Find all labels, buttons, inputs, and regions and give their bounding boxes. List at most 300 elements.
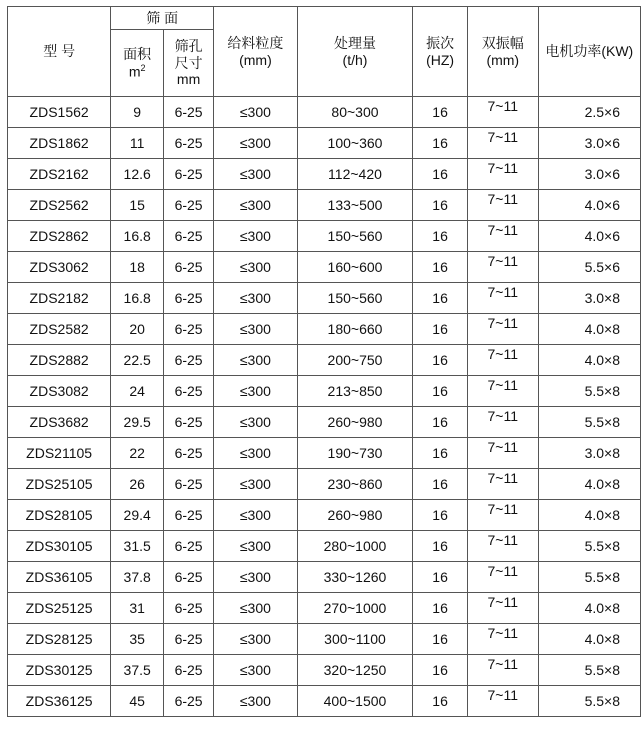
cell-feed (214, 686, 298, 717)
cell-area (111, 469, 164, 500)
table-row (8, 283, 641, 314)
cell-frequency (413, 252, 468, 283)
cell-capacity (297, 252, 412, 283)
cell-model-text: ZDS36105 (25, 568, 93, 585)
cell-hole-text: 6-25 (174, 630, 203, 647)
cell-feed (214, 252, 298, 283)
cell-frequency-text: 16 (432, 599, 448, 616)
cell-amplitude-text: 7~11 (487, 438, 519, 455)
cell-amplitude (467, 469, 538, 500)
cell-capacity (297, 624, 412, 655)
cell-hole (164, 469, 214, 500)
cell-area-text: 29.4 (123, 506, 151, 523)
cell-model (8, 500, 111, 531)
cell-frequency-text: 16 (432, 630, 448, 647)
cell-power-text: 5.5×6 (584, 258, 620, 275)
cell-capacity (297, 128, 412, 159)
cell-feed-text: ≤300 (239, 692, 271, 709)
header-area-unit: m (128, 63, 141, 80)
cell-model-text: ZDS25105 (25, 475, 93, 492)
cell-model-text: ZDS3682 (29, 413, 89, 430)
cell-feed (214, 531, 298, 562)
cell-amplitude (467, 97, 538, 128)
cell-area (111, 407, 164, 438)
cell-frequency-text: 16 (432, 413, 448, 430)
cell-hole-text: 6-25 (174, 320, 203, 337)
cell-model (8, 221, 111, 252)
cell-power (538, 97, 640, 128)
table-row (8, 314, 641, 345)
cell-frequency (413, 128, 468, 159)
cell-power-text: 4.0×6 (584, 227, 620, 244)
cell-power (538, 407, 640, 438)
cell-hole (164, 252, 214, 283)
cell-capacity (297, 97, 412, 128)
cell-model-text: ZDS3062 (29, 258, 89, 275)
cell-area-text: 12.6 (123, 165, 151, 182)
cell-area (111, 438, 164, 469)
cell-amplitude (467, 221, 538, 252)
cell-feed-text: ≤300 (239, 289, 271, 306)
cell-power-text: 5.5×8 (584, 661, 620, 678)
cell-model-text: ZDS1862 (29, 134, 89, 151)
cell-amplitude (467, 624, 538, 655)
cell-amplitude (467, 438, 538, 469)
cell-area (111, 221, 164, 252)
cell-hole-text: 6-25 (174, 351, 203, 368)
cell-hole-text: 6-25 (174, 103, 203, 120)
cell-frequency-text: 16 (432, 475, 448, 492)
cell-power (538, 376, 640, 407)
cell-model-text: ZDS21105 (26, 444, 93, 461)
cell-capacity-text: 270~1000 (323, 599, 387, 616)
cell-model-text: ZDS2862 (29, 227, 89, 244)
header-amplitude (467, 7, 538, 97)
cell-amplitude-text: 7~11 (487, 283, 519, 300)
table-row (8, 655, 641, 686)
header-model-label: 型 号 (43, 43, 76, 60)
cell-capacity-text: 80~300 (331, 103, 379, 120)
cell-model (8, 345, 111, 376)
cell-area (111, 314, 164, 345)
cell-feed-text: ≤300 (239, 165, 271, 182)
cell-frequency-text: 16 (432, 258, 448, 275)
header-hole-size-label: 尺寸 (174, 54, 203, 71)
cell-amplitude-text: 7~11 (487, 655, 519, 672)
cell-model (8, 252, 111, 283)
cell-power (538, 469, 640, 500)
cell-model-text: ZDS30105 (25, 537, 93, 554)
cell-hole (164, 345, 214, 376)
cell-area-text: 22.5 (123, 351, 151, 368)
cell-feed (214, 283, 298, 314)
cell-capacity-text: 230~860 (327, 475, 383, 492)
header-power-label: 电机功率(KW) (545, 43, 634, 59)
cell-feed-text: ≤300 (239, 196, 271, 213)
cell-model (8, 438, 111, 469)
cell-capacity (297, 283, 412, 314)
cell-amplitude (467, 159, 538, 190)
cell-area-text: 45 (129, 692, 145, 709)
cell-feed (214, 221, 298, 252)
cell-power-text: 2.5×6 (584, 103, 620, 120)
cell-capacity (297, 469, 412, 500)
cell-feed (214, 190, 298, 221)
cell-capacity (297, 562, 412, 593)
cell-amplitude-text: 7~11 (487, 686, 519, 703)
cell-hole-text: 6-25 (174, 165, 203, 182)
cell-hole (164, 283, 214, 314)
table-row (8, 624, 641, 655)
cell-area (111, 655, 164, 686)
cell-model-text: ZDS2162 (29, 165, 89, 182)
cell-hole-text: 6-25 (174, 382, 203, 399)
cell-hole-text: 6-25 (174, 289, 203, 306)
cell-capacity (297, 345, 412, 376)
cell-power (538, 128, 640, 159)
cell-frequency (413, 159, 468, 190)
cell-capacity (297, 190, 412, 221)
cell-frequency-text: 16 (432, 661, 448, 678)
cell-amplitude (467, 686, 538, 717)
cell-power-text: 5.5×8 (584, 413, 620, 430)
cell-power-text: 4.0×8 (584, 351, 620, 368)
cell-capacity-text: 400~1500 (323, 692, 387, 709)
cell-capacity-text: 190~730 (327, 444, 383, 461)
cell-amplitude-text: 7~11 (487, 531, 519, 548)
cell-frequency (413, 190, 468, 221)
table-row (8, 469, 641, 500)
spec-table (7, 6, 641, 717)
cell-amplitude (467, 283, 538, 314)
cell-feed (214, 562, 298, 593)
cell-model (8, 624, 111, 655)
cell-capacity-text: 320~1250 (323, 661, 387, 678)
cell-hole-text: 6-25 (174, 227, 203, 244)
cell-model (8, 686, 111, 717)
cell-power-text: 4.0×8 (584, 599, 620, 616)
header-frequency (413, 7, 468, 97)
cell-model (8, 283, 111, 314)
cell-capacity-text: 260~980 (327, 413, 383, 430)
cell-frequency-text: 16 (432, 134, 448, 151)
cell-feed-text: ≤300 (239, 568, 271, 585)
cell-area (111, 128, 164, 159)
cell-model (8, 376, 111, 407)
cell-feed-text: ≤300 (239, 661, 271, 678)
cell-hole (164, 500, 214, 531)
cell-area (111, 97, 164, 128)
cell-hole (164, 314, 214, 345)
cell-capacity (297, 376, 412, 407)
cell-feed (214, 314, 298, 345)
cell-feed-text: ≤300 (239, 103, 271, 120)
cell-feed-text: ≤300 (239, 599, 271, 616)
cell-model (8, 97, 111, 128)
cell-model (8, 593, 111, 624)
cell-frequency-text: 16 (432, 382, 448, 399)
cell-capacity (297, 159, 412, 190)
cell-area (111, 562, 164, 593)
header-model (8, 7, 111, 97)
cell-hole (164, 531, 214, 562)
header-feed-size (214, 7, 298, 97)
cell-area (111, 376, 164, 407)
cell-model (8, 128, 111, 159)
cell-hole-text: 6-25 (174, 413, 203, 430)
cell-area-text: 16.8 (123, 289, 151, 306)
cell-feed-text: ≤300 (239, 351, 271, 368)
cell-feed (214, 97, 298, 128)
header-frequency-label: 振次 (426, 34, 455, 51)
cell-amplitude (467, 345, 538, 376)
cell-power-text: 4.0×8 (584, 630, 620, 647)
cell-feed-text: ≤300 (239, 134, 271, 151)
cell-power (538, 624, 640, 655)
cell-power-text: 4.0×6 (584, 196, 620, 213)
header-feed-label: 给料粒度 (227, 34, 284, 51)
cell-feed-text: ≤300 (239, 630, 271, 647)
cell-feed (214, 593, 298, 624)
cell-frequency-text: 16 (432, 196, 448, 213)
table-row (8, 345, 641, 376)
cell-capacity-text: 150~560 (327, 227, 383, 244)
cell-hole-text: 6-25 (174, 444, 203, 461)
cell-capacity-text: 213~850 (327, 382, 383, 399)
cell-frequency (413, 345, 468, 376)
cell-capacity-text: 150~560 (327, 289, 383, 306)
cell-model-text: ZDS25125 (25, 599, 93, 616)
cell-hole (164, 376, 214, 407)
cell-capacity-text: 260~980 (327, 506, 383, 523)
cell-power-text: 5.5×8 (584, 382, 620, 399)
cell-power-text: 5.5×8 (584, 537, 620, 554)
cell-hole-text: 6-25 (174, 506, 203, 523)
cell-power (538, 655, 640, 686)
cell-hole (164, 624, 214, 655)
cell-model-text: ZDS1562 (29, 103, 89, 120)
cell-amplitude (467, 500, 538, 531)
table-row (8, 562, 641, 593)
cell-amplitude (467, 190, 538, 221)
header-area-unit-sup: 2 (140, 62, 146, 73)
cell-power (538, 190, 640, 221)
cell-area-text: 22 (129, 444, 145, 461)
header-screen-group (111, 7, 214, 30)
cell-hole (164, 562, 214, 593)
cell-power-text: 3.0×8 (584, 289, 620, 306)
cell-capacity-text: 280~1000 (323, 537, 387, 554)
cell-feed-text: ≤300 (239, 258, 271, 275)
cell-area-text: 24 (129, 382, 145, 399)
cell-amplitude (467, 655, 538, 686)
table-row (8, 252, 641, 283)
cell-frequency (413, 686, 468, 717)
header-hole-label: 筛孔 (174, 37, 203, 54)
cell-area-text: 37.8 (123, 568, 151, 585)
cell-model-text: ZDS3082 (29, 382, 89, 399)
cell-model (8, 407, 111, 438)
cell-feed (214, 469, 298, 500)
cell-model-text: ZDS2562 (29, 196, 89, 213)
cell-hole-text: 6-25 (174, 599, 203, 616)
cell-model (8, 655, 111, 686)
header-feed-unit: (mm) (239, 51, 272, 68)
cell-hole (164, 159, 214, 190)
cell-power (538, 221, 640, 252)
cell-feed (214, 159, 298, 190)
cell-frequency-text: 16 (432, 103, 448, 120)
cell-hole (164, 221, 214, 252)
table-row (8, 438, 641, 469)
cell-capacity (297, 593, 412, 624)
cell-feed (214, 438, 298, 469)
cell-capacity (297, 407, 412, 438)
cell-model (8, 159, 111, 190)
cell-area (111, 283, 164, 314)
cell-model-text: ZDS30125 (25, 661, 93, 678)
table-row (8, 376, 641, 407)
cell-amplitude-text: 7~11 (487, 624, 519, 641)
cell-power-text: 5.5×8 (584, 568, 620, 585)
cell-amplitude (467, 314, 538, 345)
table-row (8, 128, 641, 159)
cell-feed (214, 345, 298, 376)
cell-area (111, 190, 164, 221)
cell-hole-text: 6-25 (174, 196, 203, 213)
cell-feed-text: ≤300 (239, 382, 271, 399)
cell-model (8, 531, 111, 562)
table-row (8, 686, 641, 717)
cell-amplitude-text: 7~11 (487, 345, 519, 362)
cell-feed (214, 655, 298, 686)
cell-capacity-text: 160~600 (327, 258, 383, 275)
cell-amplitude-text: 7~11 (487, 190, 519, 207)
cell-amplitude-text: 7~11 (487, 221, 519, 238)
cell-amplitude-text: 7~11 (487, 97, 519, 114)
cell-hole-text: 6-25 (174, 692, 203, 709)
cell-hole-text: 6-25 (174, 475, 203, 492)
cell-model (8, 469, 111, 500)
header-capacity-label: 处理量 (333, 34, 376, 51)
cell-area-text: 26 (129, 475, 145, 492)
cell-hole-text: 6-25 (174, 134, 203, 151)
cell-frequency-text: 16 (432, 227, 448, 244)
cell-amplitude (467, 376, 538, 407)
cell-hole (164, 97, 214, 128)
cell-area-text: 9 (133, 103, 142, 120)
cell-power-text: 3.0×6 (584, 165, 620, 182)
cell-hole-text: 6-25 (174, 661, 203, 678)
cell-model-text: ZDS2182 (29, 289, 89, 306)
cell-amplitude-text: 7~11 (487, 252, 519, 269)
header-area (111, 30, 164, 97)
cell-power (538, 252, 640, 283)
cell-capacity-text: 300~1100 (324, 630, 386, 647)
cell-area-text: 18 (129, 258, 145, 275)
cell-amplitude-text: 7~11 (487, 407, 519, 424)
cell-frequency (413, 97, 468, 128)
table-row (8, 407, 641, 438)
cell-capacity (297, 438, 412, 469)
cell-amplitude (467, 531, 538, 562)
cell-feed-text: ≤300 (239, 475, 271, 492)
cell-power-text: 4.0×8 (584, 475, 620, 492)
cell-amplitude-text: 7~11 (487, 500, 519, 517)
cell-area (111, 159, 164, 190)
cell-area-text: 31 (129, 599, 145, 616)
cell-hole (164, 593, 214, 624)
header-screen-label: 筛 面 (146, 9, 179, 26)
cell-model-text: ZDS2582 (29, 320, 89, 337)
cell-feed-text: ≤300 (239, 413, 271, 430)
cell-feed-text: ≤300 (239, 506, 271, 523)
table-row (8, 500, 641, 531)
cell-amplitude (467, 128, 538, 159)
cell-power-text: 4.0×8 (584, 320, 620, 337)
cell-feed (214, 128, 298, 159)
cell-area-text: 15 (129, 196, 145, 213)
cell-area (111, 252, 164, 283)
cell-amplitude (467, 593, 538, 624)
cell-area (111, 345, 164, 376)
cell-power (538, 345, 640, 376)
cell-model (8, 562, 111, 593)
cell-frequency (413, 655, 468, 686)
cell-amplitude (467, 252, 538, 283)
cell-power (538, 593, 640, 624)
cell-capacity (297, 655, 412, 686)
cell-hole-text: 6-25 (174, 537, 203, 554)
table-row (8, 97, 641, 128)
cell-amplitude (467, 562, 538, 593)
cell-hole (164, 407, 214, 438)
header-capacity (297, 7, 412, 97)
cell-area-text: 31.5 (123, 537, 151, 554)
cell-feed-text: ≤300 (239, 320, 271, 337)
cell-frequency-text: 16 (432, 506, 448, 523)
cell-amplitude-text: 7~11 (487, 159, 519, 176)
header-hole (164, 30, 214, 97)
cell-hole-text: 6-25 (174, 568, 203, 585)
cell-capacity-text: 180~660 (327, 320, 383, 337)
header-capacity-unit: (t/h) (342, 51, 368, 68)
cell-hole (164, 128, 214, 159)
cell-area-text: 29.5 (123, 413, 151, 430)
table-row (8, 190, 641, 221)
cell-area-text: 37.5 (123, 661, 151, 678)
cell-area-text: 35 (129, 630, 145, 647)
cell-area-text: 11 (129, 134, 145, 151)
cell-frequency-text: 16 (432, 351, 448, 368)
table-row (8, 531, 641, 562)
header-frequency-unit: (HZ) (426, 51, 455, 68)
cell-amplitude-text: 7~11 (487, 562, 519, 579)
cell-frequency (413, 376, 468, 407)
cell-power-text: 5.5×8 (584, 692, 620, 709)
cell-area (111, 686, 164, 717)
cell-feed-text: ≤300 (239, 444, 271, 461)
table-body (8, 97, 641, 717)
header-amplitude-unit: (mm) (486, 51, 520, 68)
cell-frequency-text: 16 (432, 320, 448, 337)
cell-amplitude-text: 7~11 (487, 469, 519, 486)
cell-frequency-text: 16 (432, 568, 448, 585)
table-row (8, 221, 641, 252)
cell-frequency (413, 593, 468, 624)
cell-model-text: ZDS2882 (29, 351, 89, 368)
cell-feed (214, 407, 298, 438)
